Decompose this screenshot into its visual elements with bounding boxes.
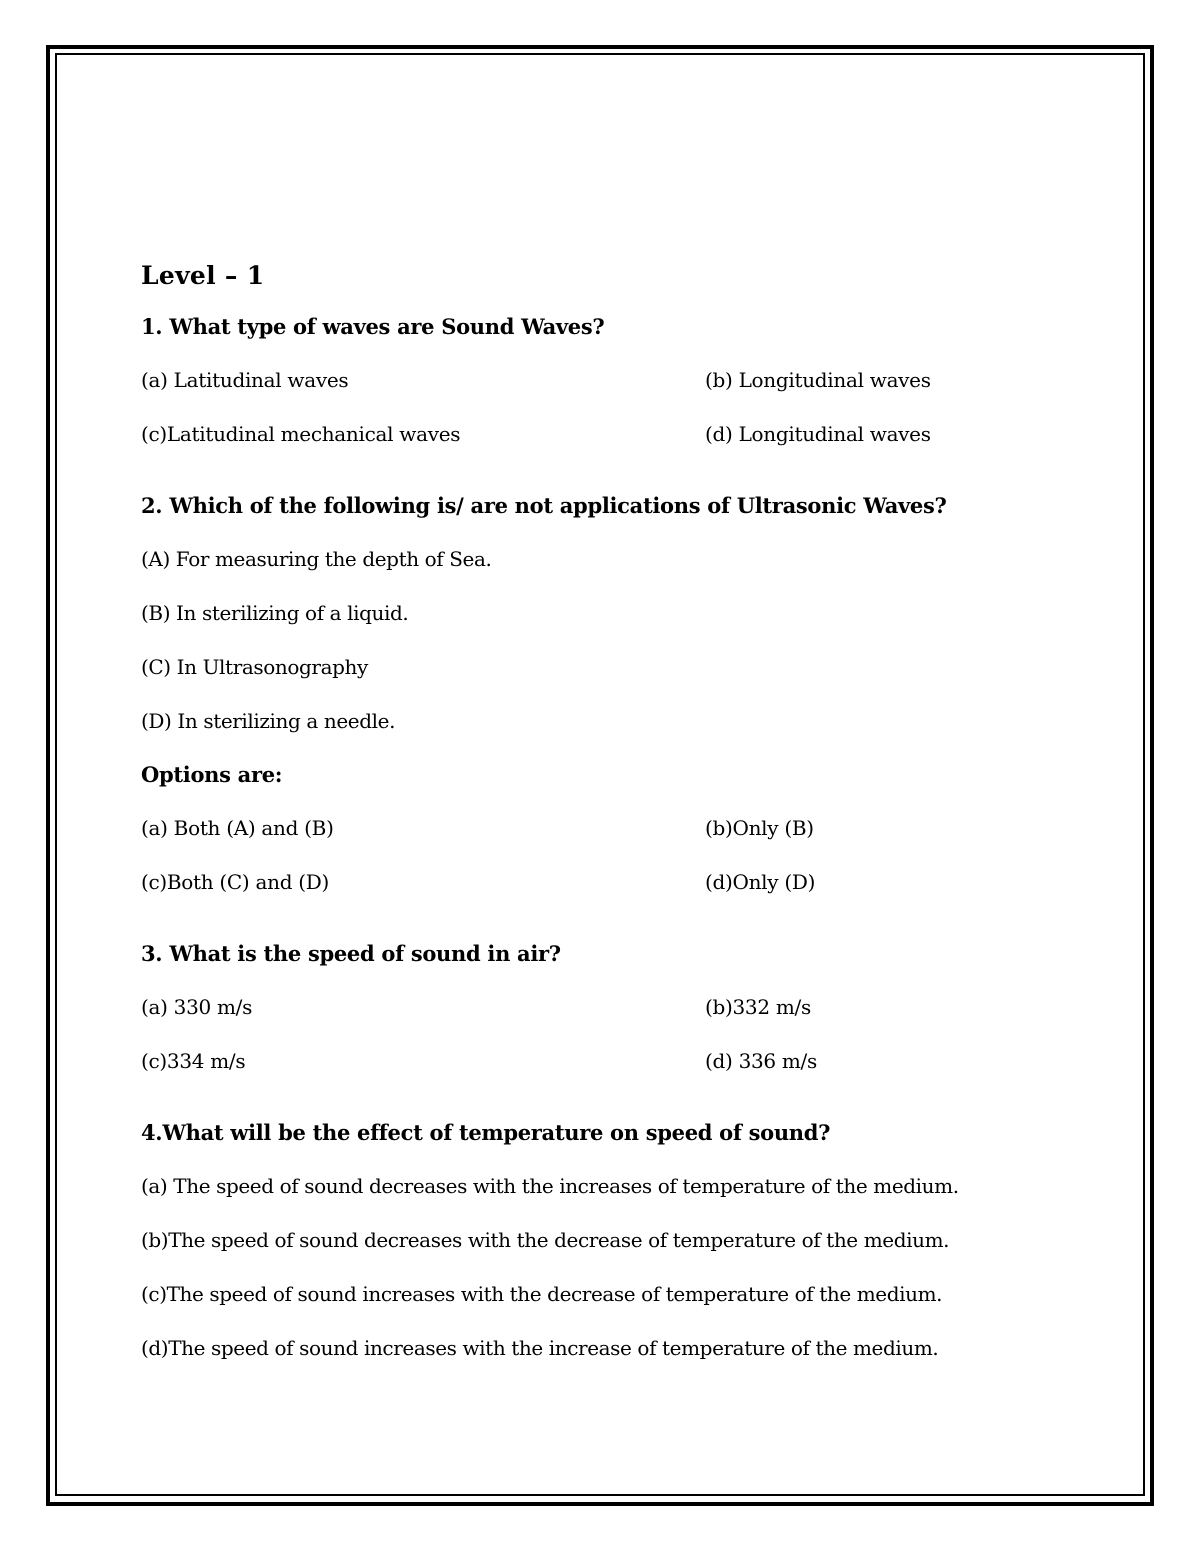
spacer [141,921,1061,939]
q3-option-c: (c)334 m/s [141,1049,246,1073]
q1-option-b: (b) Longitudinal waves [705,368,931,392]
question-1-text: 1. What type of waves are Sound Waves? [141,314,605,339]
q4-option-b: (b)The speed of sound decreases with the decrease of temperature of the medium. [141,1228,950,1252]
question-4 [141,1118,1061,1363]
q2-statement-a: (A) For measuring the depth of Sea. [141,547,492,571]
q4-option-d: (d)The speed of sound increases with the increase of temperature of the medium. [141,1336,939,1360]
level-title: Level – 1 [141,261,265,290]
q4-option-a: (a) The speed of sound decreases with the increases of temperature of the medium. [141,1174,959,1198]
q2-option-c: (c)Both (C) and (D) [141,870,329,894]
q2-option-d: (d)Only (D) [705,870,816,894]
q3-option-d: (d) 336 m/s [705,1049,817,1073]
q2-statement-b: (B) In sterilizing of a liquid. [141,601,409,625]
question-3-options-row-2 [141,1046,1061,1076]
question-3-text: 3. What is the speed of sound in air? [141,941,561,966]
question-1-options-row-1 [141,365,1061,395]
q3-option-a: (a) 330 m/s [141,995,253,1019]
q1-option-a: (a) Latitudinal waves [141,368,349,392]
question-2 [141,491,1061,897]
spacer [141,473,1061,491]
q1-option-c: (c)Latitudinal mechanical waves [141,422,461,446]
question-3-options-row-1 [141,992,1061,1022]
q2-option-a: (a) Both (A) and (B) [141,816,334,840]
question-2-options-row-2 [141,867,1061,897]
question-1 [141,312,1061,449]
q2-options-heading: Options are: [141,762,283,787]
question-2-options-row-1 [141,813,1061,843]
question-4-text: 4.What will be the effect of temperature on speed of sound? [141,1120,831,1145]
question-1-options-row-2 [141,419,1061,449]
q1-option-d: (d) Longitudinal waves [705,422,931,446]
q3-option-b: (b)332 m/s [705,995,811,1019]
question-3 [141,939,1061,1076]
q2-statement-c: (C) In Ultrasonography [141,655,368,679]
q2-statement-d: (D) In sterilizing a needle. [141,709,396,733]
q4-option-c: (c)The speed of sound increases with the decrease of temperature of the medium. [141,1282,943,1306]
q2-option-b: (b)Only (B) [705,816,814,840]
spacer [141,1100,1061,1118]
worksheet-content [141,258,1061,1387]
question-2-text: 2. Which of the following is/ are not applications of Ultrasonic Waves? [141,493,947,518]
